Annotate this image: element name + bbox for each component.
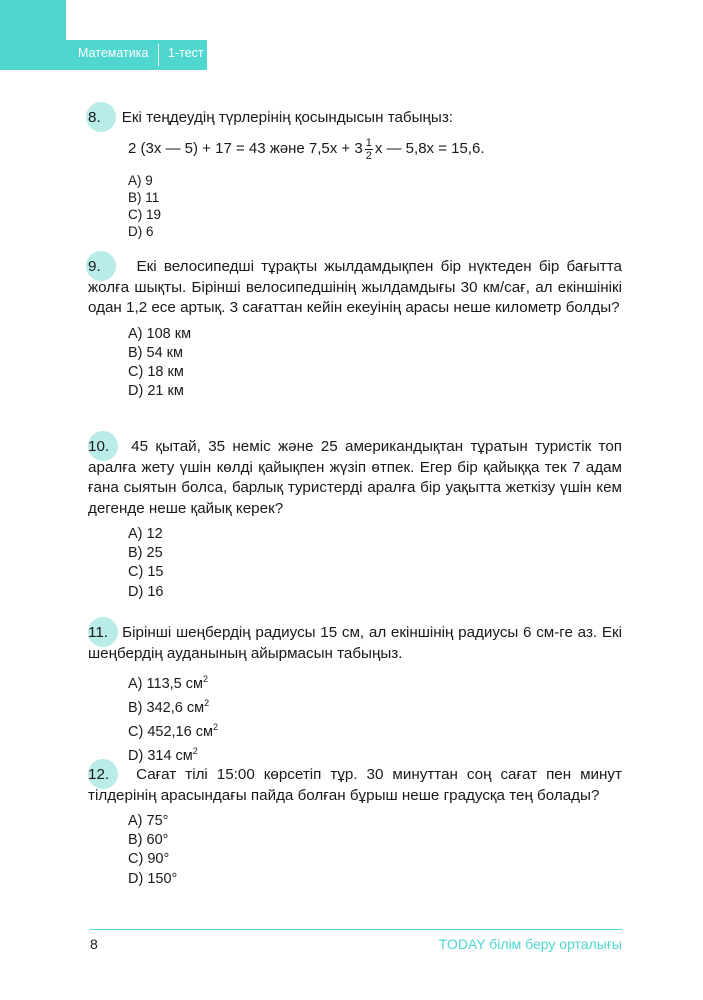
- question-number: 11.: [88, 623, 108, 644]
- options-list: [128, 325, 622, 402]
- option[interactable]: B) 60°: [128, 832, 169, 849]
- question-text: Бірінші шеңбердің радиусы 15 см, ал екіншінің радиусы 6 см-ге аз. Екі шеңбердің ауданының айырмасын табыңыз.: [88, 624, 622, 662]
- option[interactable]: B) 11: [128, 189, 160, 205]
- question-12: [88, 765, 622, 889]
- options-list: [128, 525, 622, 602]
- header-test-label: 1-тест: [168, 46, 204, 60]
- question-number: 12.: [88, 765, 109, 786]
- option[interactable]: C) 18 км: [128, 363, 184, 380]
- options-list: [128, 172, 622, 240]
- option[interactable]: D) 16: [128, 583, 164, 600]
- question-text: Сағат тілі 15:00 көрсетіп тұр. 30 минуттан соң сағат пен минут тілдерінің арасындағы пайда болған бұрыш неше градусқа тең болады?: [88, 766, 622, 804]
- option[interactable]: C) 452,16 $см^2$: [128, 722, 218, 740]
- option[interactable]: C) 15: [128, 564, 164, 581]
- question-text: Екі теңдеудің түрлерінің қосындысын табыңыз:: [121, 109, 454, 126]
- question-8: [88, 108, 622, 240]
- option[interactable]: C) 19: [128, 206, 162, 222]
- option[interactable]: D) 150°: [128, 870, 178, 887]
- fraction: $\frac{1}{2}$: [365, 136, 372, 162]
- question-11: [88, 623, 622, 766]
- option[interactable]: A) 113,5 $см^2$: [128, 674, 209, 692]
- option[interactable]: C) 90°: [128, 851, 170, 868]
- options-list: [128, 670, 622, 766]
- header-accent-block: [0, 0, 66, 40]
- option[interactable]: D) 21 км: [128, 383, 184, 400]
- question-9: [88, 257, 622, 401]
- option[interactable]: A) 9: [128, 172, 153, 188]
- header-divider: [158, 44, 159, 66]
- options-list: [128, 812, 622, 889]
- option[interactable]: B) 25: [128, 545, 163, 562]
- option[interactable]: A) 75°: [128, 813, 169, 829]
- header-subject: Математика: [78, 46, 149, 60]
- question-number: 8.: [88, 108, 101, 129]
- equation: 2 (3x — 5) + 17 = 43 және 7,5x + 3 $\frac{1}{2}$ x — 5,8x = 15,6.: [128, 136, 485, 162]
- question-number: 9.: [88, 257, 101, 278]
- question-text: Екі велосипедші тұрақты жылдамдықпен бір нүктеден бір бағытта жолға шықты. Бірінші велосипедшінің жылдамдығы 30 км/сағ, ал екіншінікі одан 1,2 есе артық. 3 сағаттан кейін екеуінің арасы неше километр болды?: [88, 258, 622, 316]
- option[interactable]: D) 314 $см^2$: [128, 746, 198, 764]
- option[interactable]: A) 108 км: [128, 325, 192, 342]
- question-10: [88, 437, 622, 602]
- footer-brand: TODAY білім беру орталығы: [438, 936, 622, 952]
- question-text: 45 қытай, 35 неміс және 25 американдықтан тұратын туристік топ аралға жету үшін көлді қайықпен жүзіп өтпек. Егер бір қайыққа тек 7 адам ғана сыятын болса, барлық туристерді аралға бір уақытта жеткізу үшін кем дегенде неше қайық керек?: [88, 438, 622, 517]
- footer-divider: [90, 929, 622, 930]
- option[interactable]: D) 6: [128, 223, 154, 239]
- option[interactable]: B) 342,6 $см^2$: [128, 698, 210, 716]
- question-number: 10.: [88, 437, 109, 458]
- option[interactable]: B) 54 км: [128, 344, 183, 361]
- option[interactable]: A) 12: [128, 526, 163, 542]
- page-number: 8: [90, 936, 98, 952]
